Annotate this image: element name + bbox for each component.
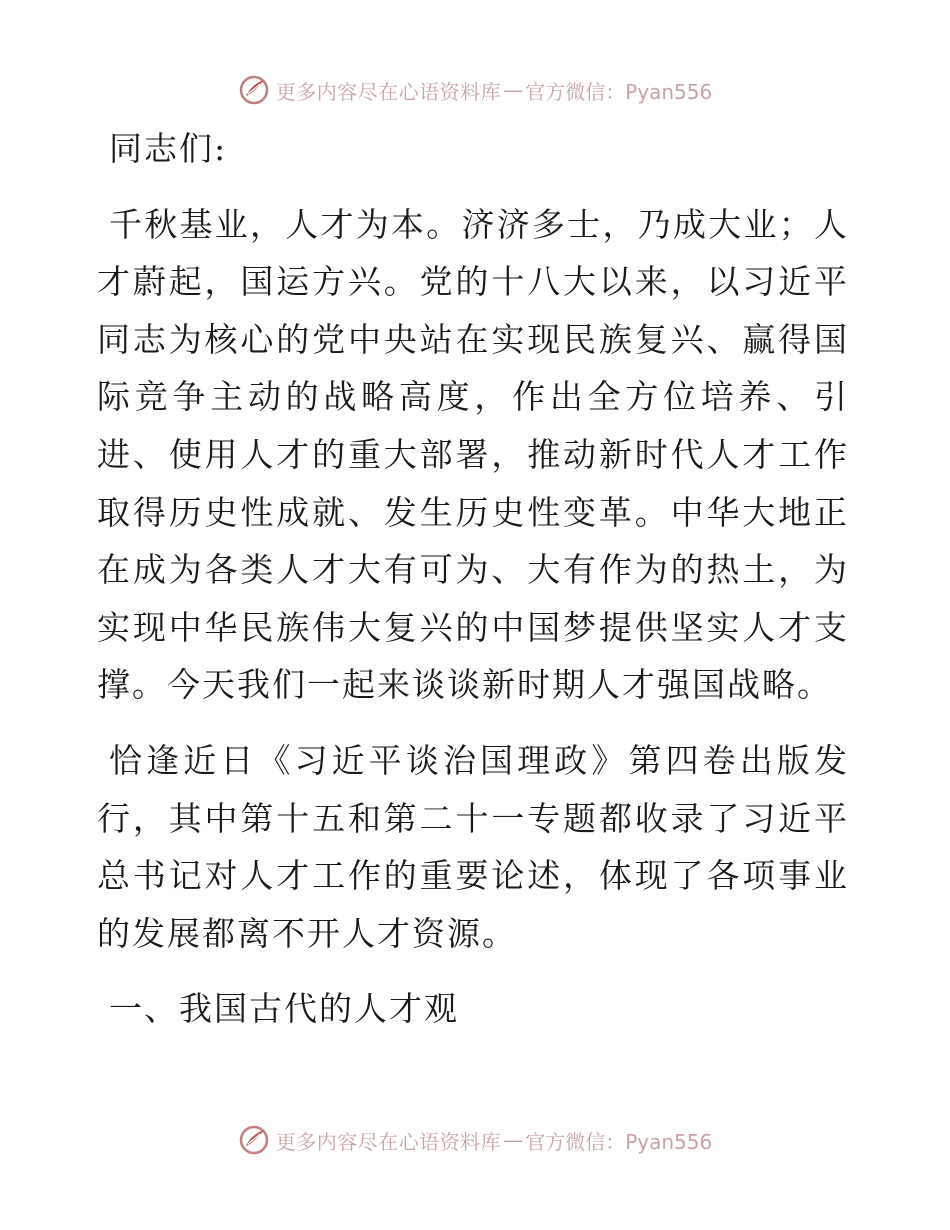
document-body <box>97 120 849 1056</box>
footer-banner-separator: — <box>503 1128 524 1152</box>
footer-banner-wechat: 官方微信：Pyan556 <box>525 1129 713 1154</box>
paragraph-1: 千秋基业，人才为本。济济多士，乃成大业；人才蔚起，国运方兴。党的十八大以来，以习近平同志为核心的党中央站在实现民族复兴、赢得国际竞争主动的战略高度，作出全方位培养、引进、使用人才的重大部署，推动新时代人才工作取得历史性成就、发生历史性变革。中华大地正在成为各类人才大有可为、大有作为的热土，为实现中华民族伟大复兴的中国梦提供坚实人才支撑。今天我们一起来谈谈新时期人才强国战略。 <box>97 204 849 705</box>
banner-title: 更多内容尽在心语资料库 <box>275 79 502 104</box>
paragraph-2: 恰逢近日《习近平谈治国理政》第四卷出版发行，其中第十五和第二十一专题都收录了习近平总书记对人才工作的重要论述，体现了各项事业的发展都离不开人才资源。 <box>97 740 849 953</box>
footer-banner <box>0 1120 950 1160</box>
feather-seal-icon <box>238 1124 270 1156</box>
footer-banner-title: 更多内容尽在心语资料库 <box>275 1129 502 1154</box>
banner-wechat: 官方微信：Pyan556 <box>525 79 713 104</box>
salutation: 同志们: <box>109 129 228 168</box>
banner-separator: — <box>503 78 524 102</box>
header-banner <box>0 70 950 110</box>
section-heading: 一、我国古代的人才观 <box>109 989 459 1029</box>
feather-seal-icon <box>238 74 270 106</box>
